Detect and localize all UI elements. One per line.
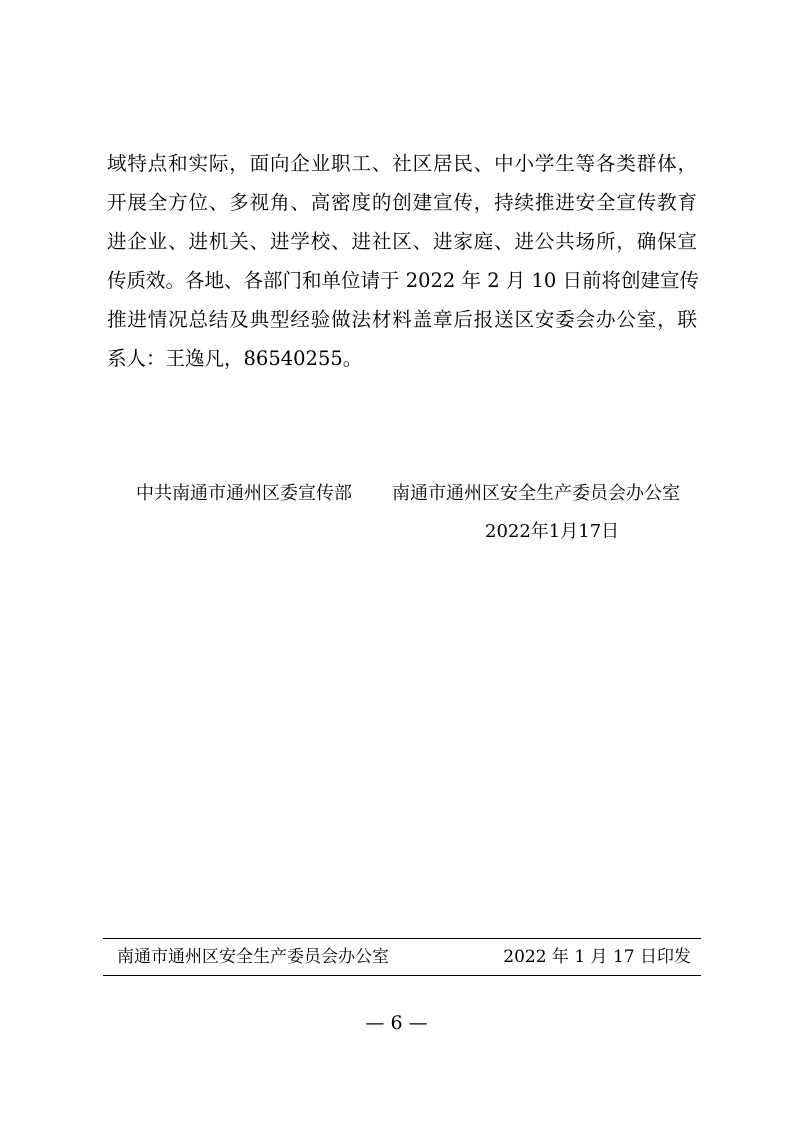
paragraph-line: 系人：王逸凡，86540255。: [107, 347, 363, 370]
signature-date: 2022年1月17日: [485, 521, 620, 542]
footer-issuer: 南通市通州区安全生产委员会办公室: [117, 947, 389, 967]
paragraph-line: 推进情况总结及典型经验做法材料盖章后报送区安委会办公室，联: [107, 308, 697, 331]
signature-block: [0, 478, 793, 510]
paragraph-line: 进企业、进机关、进学校、进社区、进家庭、进公共场所，确保宣: [107, 230, 697, 253]
footer-issue-date: 2022 年 1 月 17 日印发: [503, 947, 691, 967]
signature-org-safety-office: 南通市通州区安全生产委员会办公室: [392, 483, 680, 504]
page-number: — 6 —: [365, 1012, 428, 1034]
paragraph-line: 开展全方位、多视角、高密度的创建宣传，持续推进安全宣传教育: [107, 191, 697, 214]
body-paragraph: [107, 144, 700, 378]
paragraph-line: 传质效。各地、各部门和单位请于 2022 年 2 月 10 日前将创建宣传: [107, 269, 700, 292]
issuance-footer: [103, 938, 701, 976]
paragraph-line: 域特点和实际，面向企业职工、社区居民、中小学生等各类群体，: [107, 152, 697, 175]
signature-org-propaganda: 中共南通市通州区委宣传部: [136, 483, 352, 504]
